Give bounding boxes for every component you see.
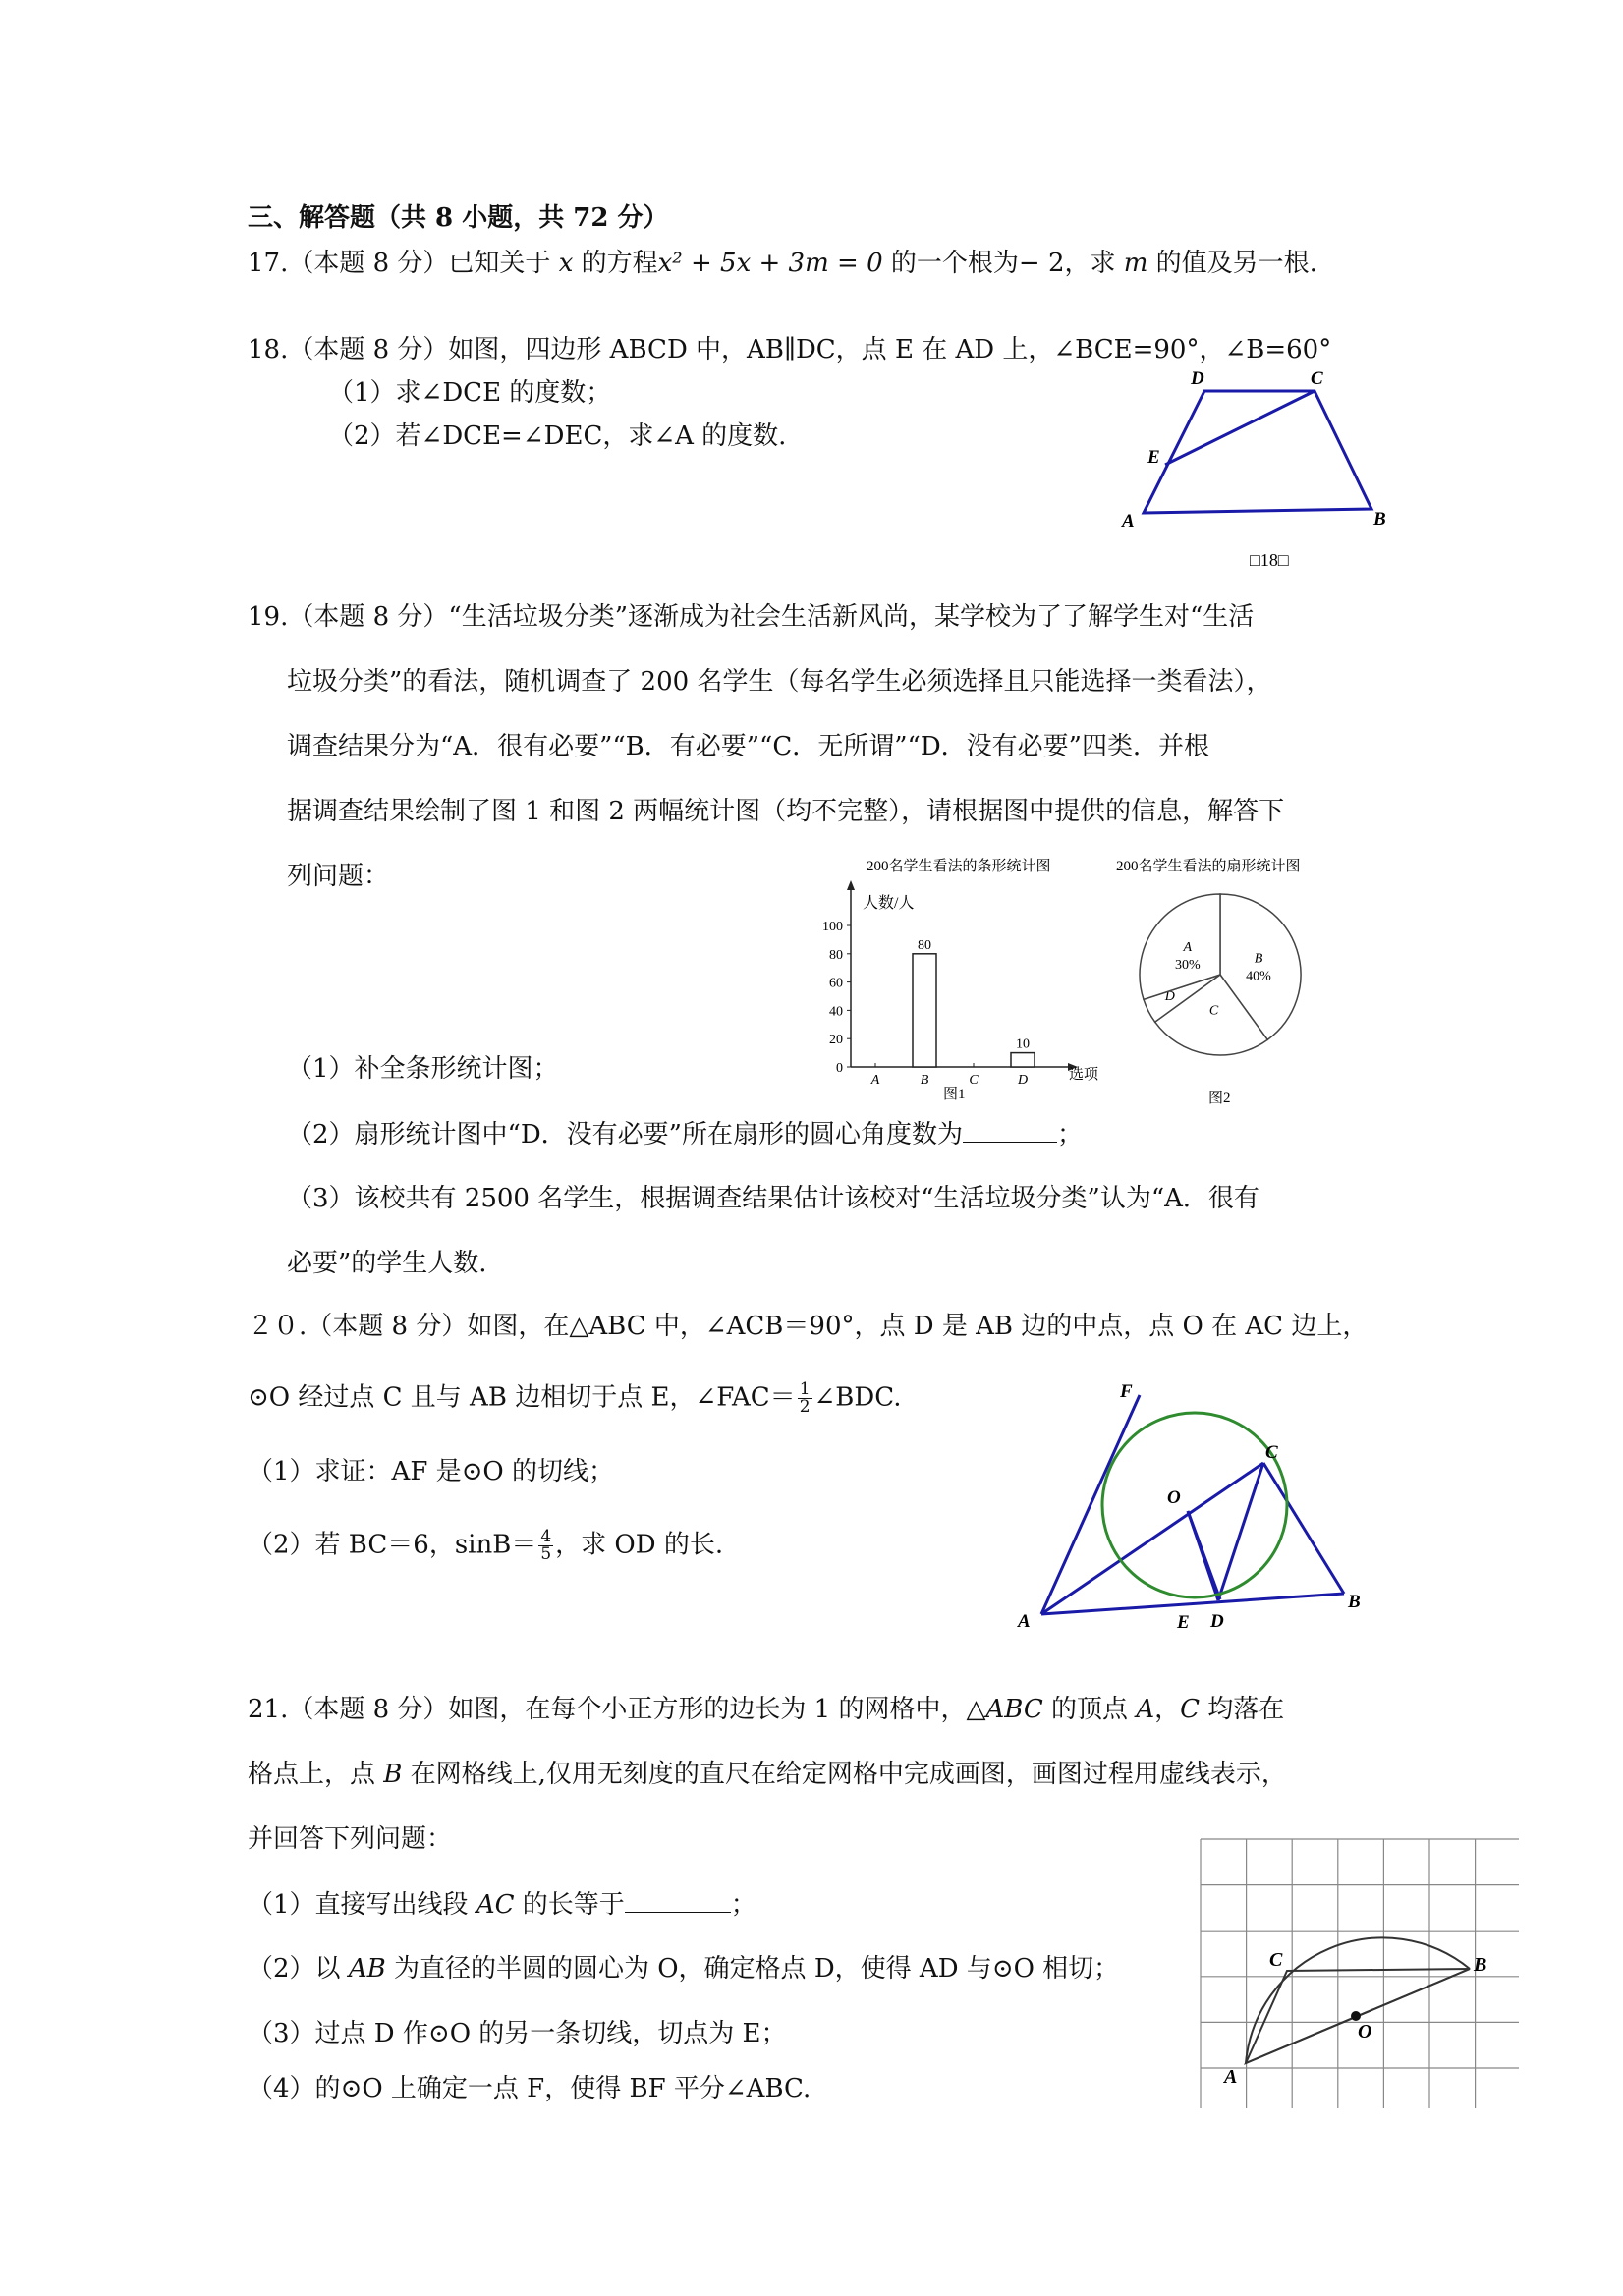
question-19-line-4: 据调查结果绘制了图 1 和图 2 两幅统计图（均不完整），请根据图中提供的信息，解答下 [287,797,1285,826]
q20-label-O: O [1167,1487,1181,1508]
question-21-part-2 [248,1953,1119,1985]
question-19-part-3-line-2: 必要”的学生人数. [287,1249,487,1278]
q21-label-B: B [1474,1954,1487,1976]
bar-chart-ytick-label: 20 [829,1033,843,1048]
question-19-part-3-line-1: （3）该校共有 2500 名学生，根据调查结果估计该校对“生活垃圾分类”认为“A．很有 [287,1184,1259,1213]
bar-chart-xlabel: 选项 [1069,1067,1099,1083]
pie-slice-percent: 30% [1174,957,1201,973]
question-21-part-3: （3）过点 D 作⊙O 的另一条切线，切点为 E； [248,2019,787,2048]
q17-mid: 的方程 [581,249,658,278]
bar-chart-category-label: A [870,1073,880,1088]
q17-equation: x² + 5x + 3m = 0 [657,249,883,278]
bar-chart-data-label: 10 [1016,1036,1030,1052]
q18-label-C: C [1311,368,1323,389]
bar-chart-ylabel: 人数/人 [863,895,915,912]
bar-chart-y-arrow [847,880,855,890]
bar-chart-ytick-label: 80 [829,947,843,963]
bar-chart-title: 200名学生看法的条形统计图 [867,859,1051,874]
q21-line-2b: 在网格线上,仅用无刻度的直尺在给定网格中完成画图，画图过程用虚线表示， [410,1760,1287,1789]
q21-label-C: C [1269,1949,1283,1971]
q21-part-1b: 的长等于 [522,1890,625,1920]
bar-chart-category-label: D [1017,1073,1029,1088]
q21-comma: ， [1154,1695,1181,1724]
q20-frac2-den: 5 [540,1544,552,1564]
q21-part-2a: （2）以 [248,1954,341,1984]
q17-var-x: x [558,249,574,278]
q21-triangle: △ABC [966,1695,1043,1724]
bar-chart-data-label: 80 [918,937,931,953]
q21-line-1a: 21.（本题 8 分）如图，在每个小正方形的边长为 1 的网格中， [248,1695,967,1724]
question-19-part-1: （1）补全条形统计图； [287,1054,559,1084]
bar-chart-ytick-label: 40 [829,1004,843,1020]
q20-part-2a: （2）若 BC＝6，sinB＝ [248,1530,537,1560]
q20-figure [1002,1375,1375,1641]
question-18-part-1: （1）求∠DCE 的度数； [328,378,612,408]
q17-end: 的值及另一根. [1155,249,1317,278]
question-20-part-2 [248,1529,723,1568]
question-21-line-1 [248,1694,1284,1725]
question-19-line-1: 19.（本题 8 分）“生活垃圾分类”逐渐成为社会生活新风尚，某学校为了了解学生对“生活 [248,602,1255,632]
q21-var-AC: AC [476,1890,515,1920]
q20-label-A: A [1018,1611,1031,1632]
q18-figure [1100,364,1395,585]
q19-pie-chart [1110,855,1346,1110]
pie-chart-title: 200名学生看法的扇形统计图 [1116,859,1301,874]
q19-answer-blank[interactable] [963,1118,1057,1143]
q21-part-2b: 为直径的半圆的圆心为 O，确定格点 D，使得 AD 与⊙O 相切； [393,1954,1120,1984]
section-header: 三、解答题（共 8 小题，共 72 分） [248,203,669,233]
question-20-part-1: （1）求证：AF 是⊙O 的切线； [248,1457,614,1486]
bar-chart-caption: 图1 [943,1087,966,1102]
question-21-part-1 [248,1888,756,1921]
question-19-line-5: 列问题： [287,862,390,891]
question-18-part-2: （2）若∠DCE=∠DEC，求∠A 的度数. [328,421,787,451]
q20-frac1-den: 2 [799,1397,811,1417]
q21-var-B: B [383,1760,403,1789]
pie-slice-label: C [1208,1003,1219,1019]
bar-chart-ytick-label: 0 [836,1061,843,1076]
q19-bar-chart [815,855,1130,1106]
pie-slice-label: B [1254,951,1263,967]
q20-line-2a: ⊙O 经过点 C 且与 AB 边相切于点 E，∠FAC＝ [248,1382,796,1413]
q21-label-A: A [1224,2066,1238,2088]
q21-label-O: O [1358,2021,1372,2043]
q20-fraction-four-fifths [538,1529,553,1563]
q17-var-m: m [1123,249,1148,278]
q18-label-B: B [1373,509,1386,530]
question-18-stem: 18.（本题 8 分）如图，四边形 ABCD 中，AB∥DC，点 E 在 AD 上，∠BCE=90°，∠B=60° [248,335,1332,364]
bar-chart-ytick-label: 60 [829,976,843,991]
bar-chart-ytick-label: 100 [822,920,843,934]
q21-line-1c: 均落在 [1207,1695,1285,1724]
q21-grid-figure [1197,1835,1519,2108]
question-19-part-2 [287,1118,1083,1150]
pie-chart-caption: 图2 [1208,1091,1231,1106]
q20-label-E: E [1177,1612,1190,1633]
q21-line-2a: 格点上，点 [248,1760,376,1789]
q18-label-E: E [1147,447,1160,468]
question-21-line-2 [248,1759,1287,1790]
question-17 [248,248,1317,279]
question-19-line-2: 垃圾分类”的看法，随机调查了 200 名学生（每名学生必须选择且只能选择一类看法）， [287,667,1272,697]
q19-part-2-end: ； [1056,1120,1083,1149]
q19-part-2-text: （2）扇形统计图中“D．没有必要”所在扇形的圆心角度数为 [287,1120,963,1149]
bar-chart-bar [913,954,936,1067]
q17-tail: 的一个根为− 2，求 [890,249,1116,278]
q18-label-A: A [1122,511,1135,532]
q21-line-1b: 的顶点 [1051,1695,1129,1724]
bar-chart-bar [1011,1053,1035,1067]
bar-chart-category-label: C [969,1073,979,1088]
q20-label-D: D [1210,1611,1224,1632]
q20-fraction-half [798,1381,812,1416]
question-21-part-4: （4）的⊙O 上确定一点 F，使得 BF 平分∠ABC. [248,2074,812,2103]
question-21-line-3: 并回答下列问题： [248,1824,453,1854]
pie-slice-label: A [1183,939,1193,955]
question-20-line-1: ２０.（本题 8 分）如图，在△ABC 中，∠ACB＝90°，点 D 是 AB 边的中点，点 O 在 AC 边上， [248,1312,1369,1341]
q21-var-C: C [1180,1695,1201,1724]
q20-line-2b: ∠BDC. [813,1382,902,1413]
q18-label-D: D [1191,368,1204,389]
pie-slice-label: D [1164,989,1175,1005]
q20-label-B: B [1348,1592,1361,1612]
q20-frac2-num: 4 [540,1527,552,1546]
q21-answer-blank[interactable] [625,1888,731,1913]
q20-label-C: C [1265,1442,1278,1463]
q20-label-F: F [1120,1381,1133,1402]
q18-caption: □18□ [1250,550,1289,570]
pie-slice-percent: 40% [1246,969,1271,984]
q21-var-A: A [1136,1695,1155,1724]
q20-part-2b: ，求 OD 的长. [555,1530,724,1560]
q17-prefix: 17.（本题 8 分）已知关于 [248,249,551,278]
q21-var-AB: AB [348,1954,386,1984]
q21-part-1c: ； [730,1890,756,1920]
q21-part-1a: （1）直接写出线段 [248,1890,469,1920]
bar-chart-category-label: B [920,1073,929,1088]
question-19-line-3: 调查结果分为“A．很有必要”“B．有必要”“C．无所谓”“D．没有必要”四类．并根 [287,732,1209,761]
question-20-line-2 [248,1381,901,1421]
q20-frac1-num: 1 [799,1379,811,1399]
